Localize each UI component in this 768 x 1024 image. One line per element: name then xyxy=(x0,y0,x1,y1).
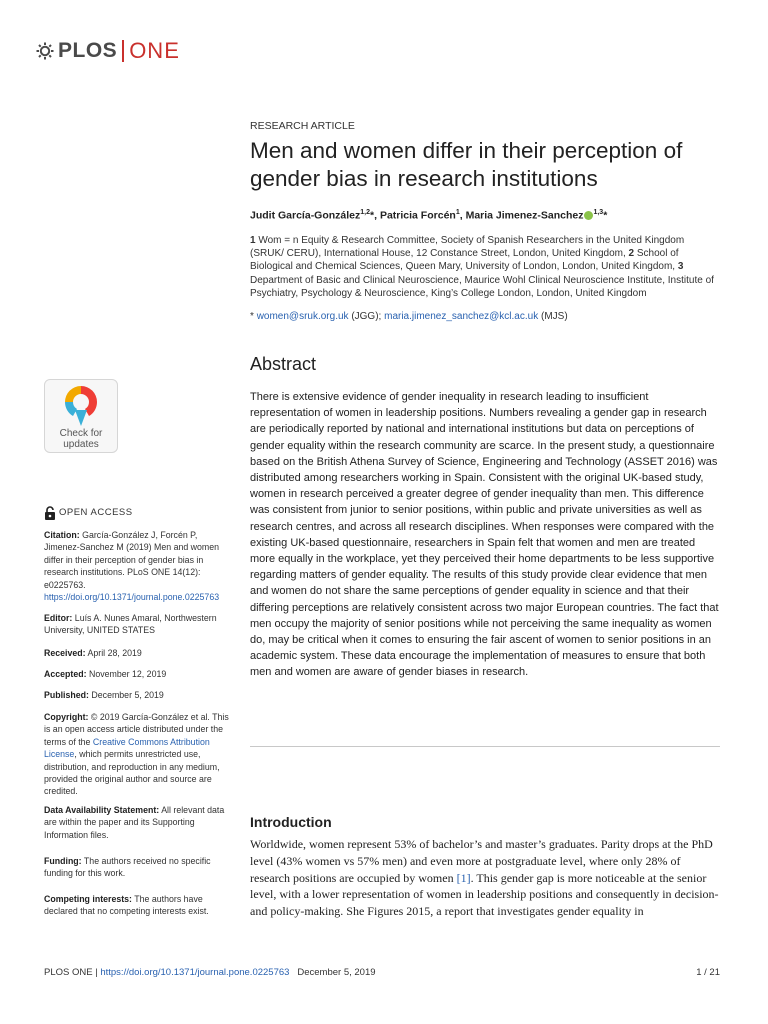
corresponding-emails xyxy=(250,311,720,322)
logo-divider xyxy=(122,40,124,62)
footer-journal: PLOS ONE | xyxy=(44,967,98,978)
accepted-block xyxy=(44,668,232,680)
affiliations xyxy=(250,234,720,300)
article-title: Men and women differ in their perception of gender bias in research institutions xyxy=(250,138,683,191)
footer-doi-link[interactable]: https://doi.org/10.1371/journal.pone.0225763 xyxy=(100,967,290,978)
received-date: April 28, 2019 xyxy=(87,648,142,658)
check-for-updates-badge[interactable] xyxy=(44,379,118,453)
affil-text: Wom = n Equity & Research Committee, Society of Spanish Researchers in the United Kingdom (SRUK/ CERU), International House, 12 Constance Street, London, United Kingdom, xyxy=(250,235,685,260)
intro-text-part: Worldwide, women represent 53% of bachelor’s and master’s graduates. Parity drops at the PhD level (43% women vs 57% men) and even more at postgraduate level, where only 28% of research positions are occupied by women xyxy=(250,837,713,885)
footer-date: December 5, 2019 xyxy=(297,967,376,978)
plos-sun-icon xyxy=(36,42,54,60)
reference-link[interactable]: [1] xyxy=(456,870,471,885)
corresponding-mark: * xyxy=(603,209,608,222)
editor-text: Luís A. Nunes Amaral, Northwestern University, UNITED STATES xyxy=(44,613,217,636)
crossmark-icon xyxy=(61,384,101,428)
copyright-block xyxy=(44,711,232,798)
author-affil-sup: 1 xyxy=(455,209,460,216)
email-tag-1: (JGG); xyxy=(351,311,382,322)
accepted-label: Accepted: xyxy=(44,669,87,679)
funding-text: The authors received no specific funding for this work. xyxy=(44,856,211,879)
affil-text: School of Biological and Chemical Sciences, Queen Mary, University of London, London, United Kingdom, xyxy=(250,248,679,273)
intro-text-part: . This gender gap is more noticeable at the senior level, with a lower representation of women in leadership positions and consequently in decision- and policy-making. She Figures 2015, a report that investigates gender equality in xyxy=(250,870,719,919)
logo-plos-text: PLOS xyxy=(58,39,118,62)
author-affil-sup: 1,2 xyxy=(360,209,371,216)
data-availability-label: Data Availability Statement: xyxy=(44,805,160,815)
author-name[interactable]: Judit García-González xyxy=(250,209,361,222)
badge-line-2: updates xyxy=(63,439,99,450)
data-availability-block xyxy=(44,804,232,841)
logo-one-text: ONE xyxy=(129,38,180,63)
funding-label: Funding: xyxy=(44,856,82,866)
abstract-text: There is extensive evidence of gender inequality in research leading to insufficient representation of women in leadership positions. Numbers revealing a gender gap in research are periodically reported by national and international institutions but data on perceptions of gender equality within the research community are scarce. In the present study, a questionnaire based on the British Athena Survey of Science, Engineering and Technology (ASSET 2016) was distributed among researchers working in Spain. Consistent with the original UK-based study, women in research perceived a greater degree of gender inequality than men. This difference was consistent from junior to senior positions, within public and private universities as well as research centres, and across all research disciplines. When responses were compared with the existing UK-based questionnaire, researchers in Spain felt that women and men are treated more equally in the workplace, yet they perceived their home departments to be less supportive regarding matters of gender equality. The results of this study provide clear evidence that men and women do not share the same perceptions of gender equality in science and that their differing perceptions are relatively consistent across two major European countries. The fact that men occupy the majority of senior positions while not perceiving the same inequality as women do, may be critical when it comes to ensuring the fair ascent of women to senior positions in an academic system. These data encourage the implementation of measures to ensure that both men and women are aware of gender biases in research. xyxy=(250,391,719,679)
funding-block xyxy=(44,855,232,880)
received-block xyxy=(44,647,232,659)
copyright-label: Copyright: xyxy=(44,712,89,722)
abstract-heading: Abstract xyxy=(250,354,317,374)
section-divider xyxy=(250,746,720,747)
affil-num: 1 xyxy=(250,235,256,246)
introduction-heading: Introduction xyxy=(250,814,332,830)
published-block xyxy=(44,689,232,701)
license-link[interactable]: Creative Commons Attribution License xyxy=(44,736,210,760)
introduction-text xyxy=(250,836,720,920)
author-name[interactable]: Patricia Forcén xyxy=(379,209,456,222)
editor-block xyxy=(44,612,232,637)
citation-text: García-González J, Forcén P, Jimenez-Sanchez M (2019) Men and women differ in their perception of gender bias in research institutions. PLoS ONE 14(12): e0225763. xyxy=(44,530,220,590)
badge-line-1: Check for xyxy=(59,428,103,439)
published-date: December 5, 2019 xyxy=(91,690,164,700)
copyright-text: , which permits unrestricted use, distribution, and reproduction in any medium, provided the original author and source are credited. xyxy=(44,749,220,797)
email-link-1[interactable]: women@sruk.org.uk xyxy=(256,311,349,322)
accepted-date: November 12, 2019 xyxy=(88,669,167,679)
published-label: Published: xyxy=(44,690,89,700)
corr-prefix: * xyxy=(250,311,254,322)
citation-label: Citation: xyxy=(44,530,80,540)
competing-interests-text: The authors have declared that no competing interests exist. xyxy=(44,894,209,917)
author-affil-sup: 1,3 xyxy=(593,209,604,216)
email-tag-2: (MJS) xyxy=(541,311,568,322)
editor-label: Editor: xyxy=(44,613,73,623)
open-access-label xyxy=(44,506,232,520)
affil-num: 2 xyxy=(628,248,635,260)
corresponding-mark: * xyxy=(370,209,375,222)
page-footer xyxy=(44,967,720,978)
email-link-2[interactable]: maria.jimenez_sanchez@kcl.ac.uk xyxy=(384,311,539,322)
copyright-text: © 2019 García-González et al. This is an open access article distributed under the terms of the xyxy=(44,712,229,747)
open-lock-icon xyxy=(44,506,56,520)
data-availability-text: All relevant data are within the paper and its Supporting Information files. xyxy=(44,805,225,840)
plos-one-logo xyxy=(36,38,180,64)
citation-block xyxy=(44,529,232,603)
author-list: Judit García-González$^{1,2}$*, Patricia Forcén$^1$, Maria Jimenez-Sanchez $^{1,3}$* xyxy=(250,209,608,222)
affil-text: Department of Basic and Clinical Neuroscience, Maurice Wohl Clinical Neuroscience Institute, Institute of Psychiatry, Psychology & Neuroscience, King’s College London, London, United Kingdom xyxy=(250,274,714,299)
open-access-text: OPEN ACCESS xyxy=(59,506,133,518)
citation-doi-link[interactable]: https://doi.org/10.1371/journal.pone.0225763 xyxy=(44,592,220,603)
received-label: Received: xyxy=(44,648,86,658)
page-number: 1 / 21 xyxy=(696,967,720,978)
author-name[interactable]: Maria Jimenez-Sanchez xyxy=(465,209,584,222)
article-type: RESEARCH ARTICLE xyxy=(250,120,355,132)
competing-interests-block xyxy=(44,893,232,918)
competing-interests-label: Competing interests: xyxy=(44,894,132,904)
affil-num: 3 xyxy=(677,261,684,273)
